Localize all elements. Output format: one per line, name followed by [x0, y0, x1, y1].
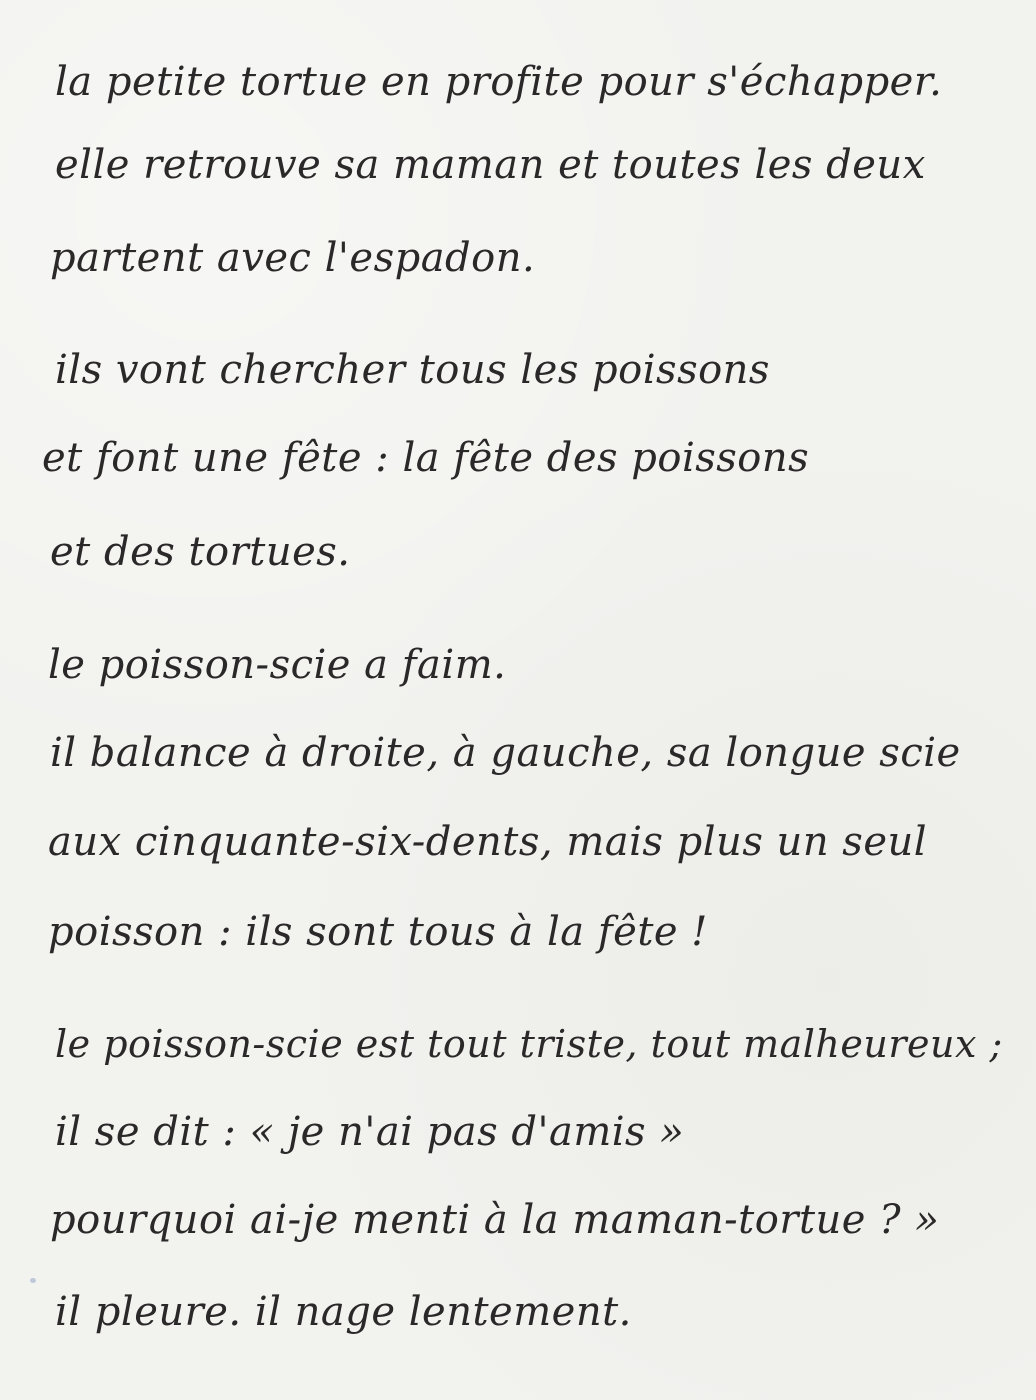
text-line-10: poisson : ils sont tous à la fête ! — [48, 909, 708, 955]
text-line-8: il balance à droite, à gauche, sa longue scie — [50, 730, 961, 776]
text-line-14: il pleure. il nage lentement. — [55, 1289, 632, 1335]
text-line-7: le poisson-scie a faim. — [48, 642, 507, 688]
text-line-5: et font une fête : la fête des poissons — [42, 435, 810, 481]
text-line-6: et des tortues. — [50, 529, 351, 575]
text-line-1: la petite tortue en profite pour s'échapper. — [55, 59, 943, 105]
text-line-9: aux cinquante-six-dents, mais plus un seul — [48, 819, 928, 865]
text-line-13: pourquoi ai-je menti à la maman-tortue ? » — [50, 1197, 940, 1243]
text-line-2: elle retrouve sa maman et toutes les deux — [55, 142, 926, 188]
text-line-4: ils vont chercher tous les poissons — [55, 347, 770, 393]
text-line-11: le poisson-scie est tout triste, tout malheureux ; — [55, 1022, 1003, 1066]
ink-speck — [30, 1278, 36, 1283]
text-line-3: partent avec l'espadon. — [50, 235, 536, 281]
text-line-12: il se dit : « je n'ai pas d'amis » — [55, 1109, 685, 1155]
